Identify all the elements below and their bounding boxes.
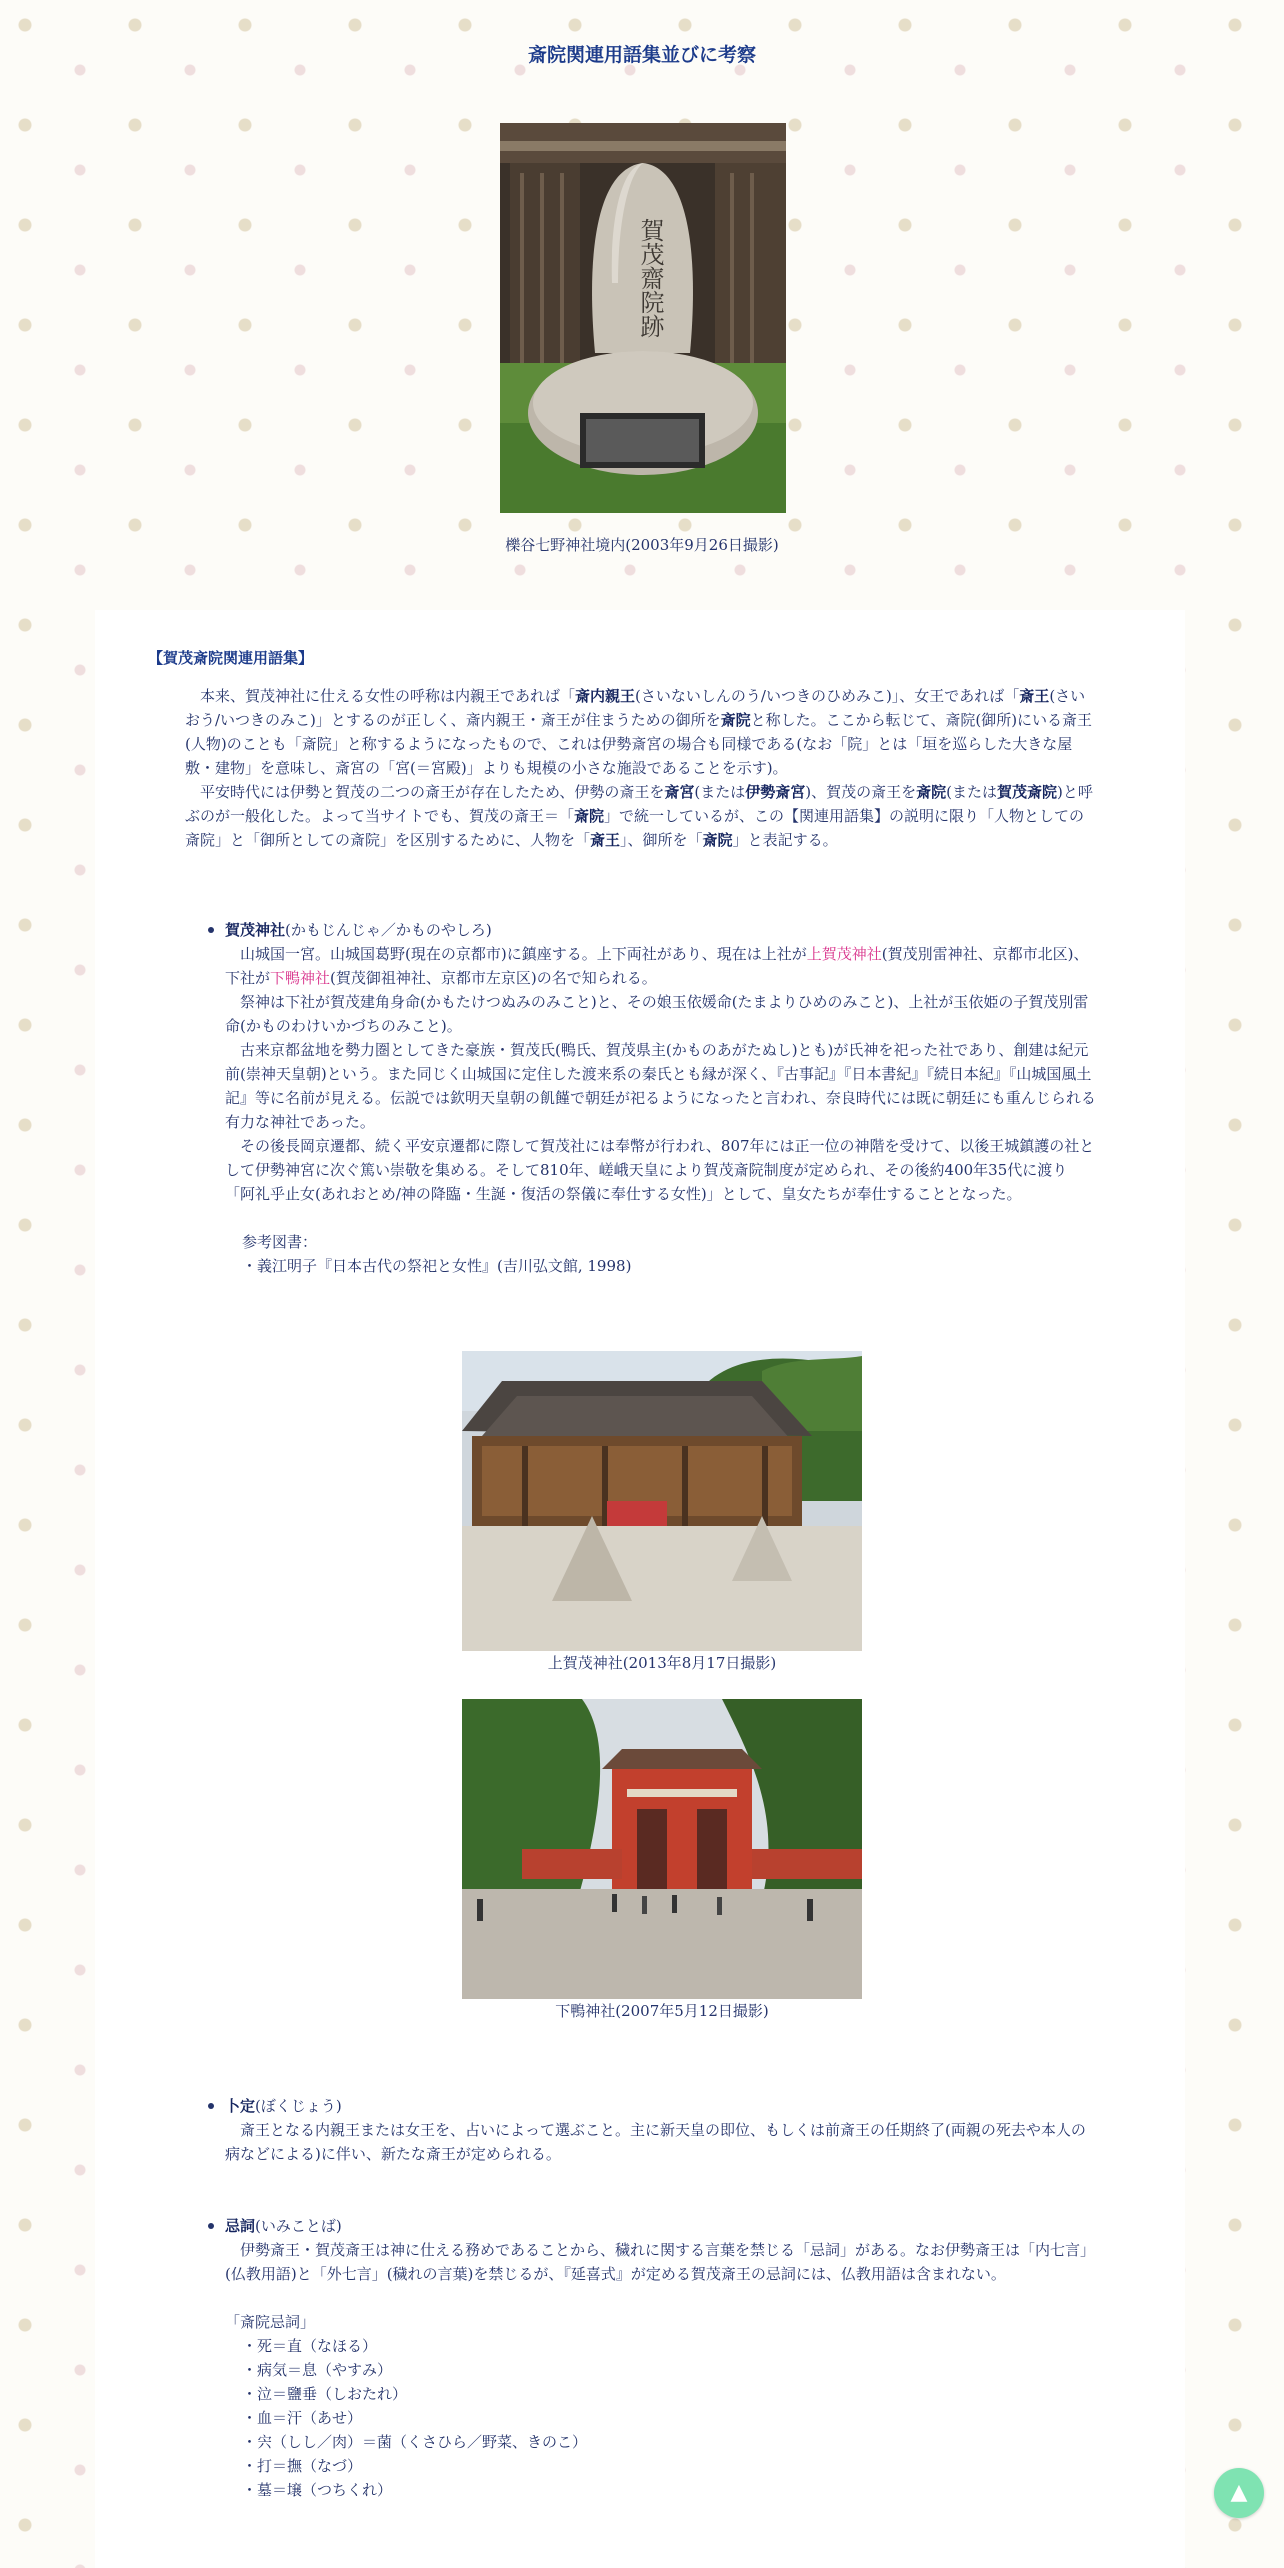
entry-paragraph: 伊勢斎王・賀茂斎王は神に仕える務めであることから、穢れに関する言葉を禁じる「忌詞」がある。なお伊勢斎王は「内七言」(仏教用語)と「外七言」(穢れの言葉)を禁じるが、『延喜式』が定める賀茂斎王の忌詞には、仏教用語は含まれない。	[225, 2241, 1096, 2283]
entry-paragraph: 山城国一宮。山城国葛野(現在の京都市)に鎮座する。上下両社があり、現在は上社が上賀茂神社(賀茂別雷神社、京都市北区)、下社が下鴨神社(賀茂御祖神社、京都市左京区)の名で知られる。	[225, 945, 1089, 987]
intro-text	[185, 684, 1097, 852]
photo-kamigamo-shrine	[462, 1351, 862, 1651]
entry-term: 賀茂神社	[225, 921, 286, 939]
back-to-top-button[interactable]: ▲	[1214, 2468, 1264, 2518]
section-heading: 【賀茂斎院関連用語集】	[148, 649, 314, 667]
references-label: 参考図書：	[242, 1233, 318, 1251]
page-header	[0, 0, 1284, 600]
photo-shimogamo-shrine	[462, 1699, 862, 1999]
entry-bokujo	[225, 2094, 1097, 2166]
photo-caption: 上賀茂神社(2013年8月17日撮影)	[547, 1654, 777, 1672]
page-title: 斎院関連用語集並びに考察	[527, 44, 756, 66]
bullet	[208, 2223, 214, 2229]
photo-caption: 下鴨神社(2007年5月12日撮影)	[555, 2002, 769, 2020]
reference-item: ・義江明子『日本古代の祭祀と女性』(吉川弘文館, 1998)	[242, 1257, 632, 1275]
references	[225, 1230, 1097, 1278]
bullet	[208, 2103, 214, 2109]
bullet	[208, 927, 214, 933]
taboo-item: ・宍（しし／肉）＝菌（くさひら／野菜、きのこ）	[242, 2433, 588, 2451]
entry-head	[225, 2214, 1097, 2238]
entry-imikotoba	[225, 2214, 1097, 2502]
entry-kamo-shrine	[225, 918, 1097, 1278]
intro-paragraph-2: 平安時代には伊勢と賀茂の二つの斎王が存在したため、伊勢の斎王を斎宮(または伊勢斎宮)、賀茂の斎王を斎院(または賀茂斎院)と呼ぶのが一般化した。よって当サイトでも、賀茂の斎王＝「斎院」で統一しているが、この【関連用語集】の説明に限り「人物としての斎院」と「御所としての斎院」を区別するために、人物を「斎王」、御所を「斎院」と表記する。	[185, 783, 1093, 849]
link-kamigamo[interactable]: 上賀茂神社	[806, 945, 882, 963]
entry-head	[225, 2094, 1097, 2118]
taboo-item: ・泣＝鹽垂（しおたれ）	[242, 2385, 408, 2403]
entry-paragraph: 古来京都盆地を勢力圏としてきた豪族・賀茂氏(鴨氏、賀茂県主(かものあがたぬし)とも)が氏神を祀った社であり、創建は紀元前(崇神天皇朝)という。また同じく山城国に定住した渡来系の秦氏とも縁が深く、『古事記』『日本書紀』『続日本紀』『山城国風土記』等に名前が見える。伝説では欽明天皇朝の飢饉で朝廷が祀るようになったと言われ、奈良時代には既に朝廷にも重んじられる有力な神社であった。	[225, 1041, 1096, 1131]
taboo-item: ・打＝撫（なづ）	[242, 2457, 363, 2475]
taboo-item: ・病気＝息（やすみ）	[242, 2361, 393, 2379]
entry-term: 忌詞	[225, 2217, 256, 2235]
entry-head	[225, 918, 1097, 942]
stone-inscription: 賀茂齋院跡	[636, 218, 664, 338]
taboo-item: ・死＝直（なほる）	[242, 2337, 378, 2355]
intro-paragraph-1: 本来、賀茂神社に仕える女性の呼称は内親王であれば「斎内親王(さいないしんのう/いつきのひめみこ)」、女王であれば「斎王(さいおう/いつきのみこ)」とするのが正しく、斎内親王・斎王が住まうための御所を斎院と称した。ここから転じて、斎院(御所)にいる斎王(人物)のことも「斎院」と称するようになったもので、これは伊勢斎宮の場合も同様である(なお「院」とは「垣を巡らした大きな屋敷・建物」を意味し、斎宮の「宮(＝宮殿)」よりも規模の小さな施設であることを示す)。	[185, 687, 1093, 777]
entry-reading: (ぼくじょう)	[255, 2097, 342, 2115]
taboo-list-title: 「斎院忌詞」	[225, 2313, 316, 2331]
taboo-item: ・血＝汗（あせ）	[242, 2409, 363, 2427]
entry-paragraph: 祭神は下社が賀茂建角身命(かもたけつぬみのみこと)と、その娘玉依媛命(たまよりひめのみこと)、上社が玉依姫の子賀茂別雷命(かものわけいかづちのみこと)。	[225, 993, 1089, 1035]
entry-paragraph: その後長岡京遷都、続く平安京遷都に際して賀茂社には奉幣が行われ、807年には正一位の神階を受けて、以後王城鎮護の社として伊勢神宮に次ぐ篤い崇敬を集める。そして810年、嵯峨天皇により賀茂斎院制度が定められ、その後約400年35代に渡り「阿礼乎止女(あれおとめ/神の降臨・生誕・復活の祭儀に奉仕する女性)」として、皇女たちが奉仕することとなった。	[225, 1137, 1095, 1203]
photo-stone-monument	[500, 123, 786, 513]
taboo-item: ・墓＝壌（つちくれ）	[242, 2481, 393, 2499]
link-shimogamo[interactable]: 下鴨神社	[270, 969, 331, 987]
entry-reading: (いみことば)	[255, 2217, 342, 2235]
entry-term: 卜定	[225, 2097, 256, 2115]
taboo-list	[225, 2310, 1097, 2502]
entry-paragraph: 斎王となる内親王または女王を、占いによって選ぶこと。主に新天皇の即位、もしくは前斎王の任期終了(両親の死去や本人の病などによる)に伴い、新たな斎王が定められる。	[225, 2121, 1086, 2163]
photo-caption: 櫟谷七野神社境内(2003年9月26日撮影)	[505, 536, 779, 554]
entry-reading: (かもじんじゃ／かものやしろ)	[285, 921, 492, 939]
